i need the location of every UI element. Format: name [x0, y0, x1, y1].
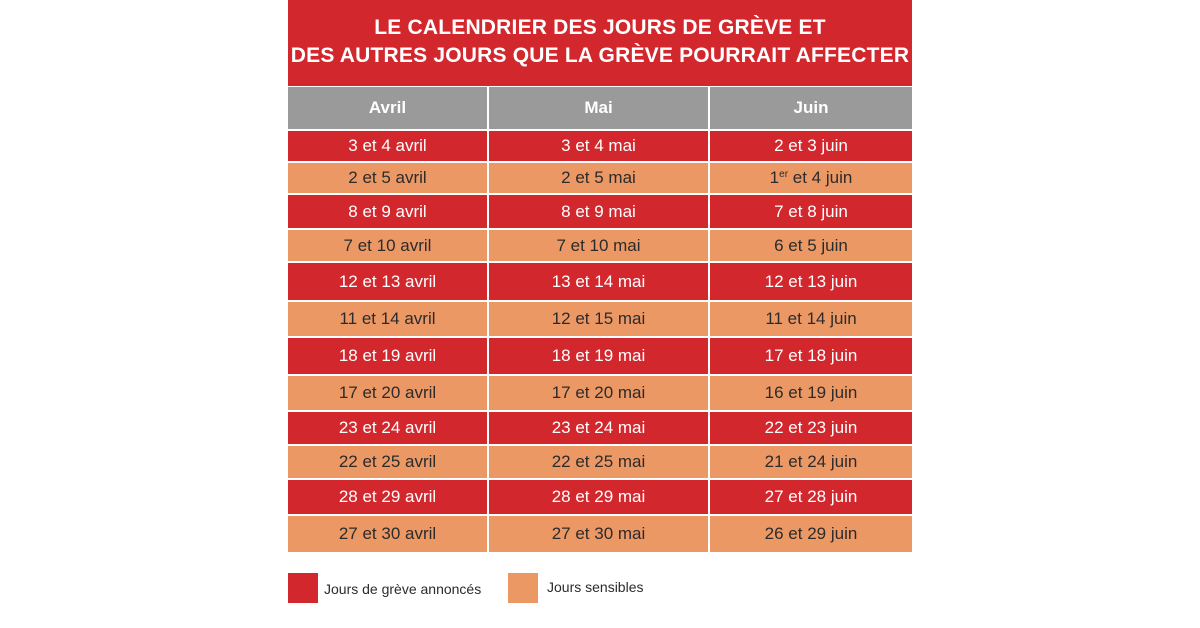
- table-row: [288, 411, 912, 445]
- table-cell: 2 et 5 avril: [288, 162, 488, 194]
- header-avril: Avril: [288, 87, 488, 130]
- table-cell: 26 et 29 juin: [709, 515, 912, 553]
- legend-swatch-sensible: [508, 573, 538, 603]
- table-row: [288, 301, 912, 337]
- table-cell: 22 et 25 avril: [288, 445, 488, 479]
- table-cell: 28 et 29 avril: [288, 479, 488, 515]
- table-cell: 7 et 10 mai: [488, 229, 709, 262]
- table-cell: 27 et 28 juin: [709, 479, 912, 515]
- table-cell: 23 et 24 mai: [488, 411, 709, 445]
- title-line-1: LE CALENDRIER DES JOURS DE GRÈVE ET: [374, 16, 826, 39]
- table-cell: 27 et 30 avril: [288, 515, 488, 553]
- table-cell: 22 et 25 mai: [488, 445, 709, 479]
- header-mai: Mai: [488, 87, 709, 130]
- table-cell: 17 et 20 avril: [288, 375, 488, 411]
- table-cell: 2 et 5 mai: [488, 162, 709, 194]
- table-cell: 1er et 4 juin: [709, 162, 912, 194]
- table-cell: 28 et 29 mai: [488, 479, 709, 515]
- table-cell: 11 et 14 avril: [288, 301, 488, 337]
- title-line-2: DES AUTRES JOURS QUE LA GRÈVE POURRAIT AFFECTER: [290, 44, 910, 67]
- table-cell: 22 et 23 juin: [709, 411, 912, 445]
- legend-swatch-greve: [288, 573, 318, 603]
- table-cell: 23 et 24 avril: [288, 411, 488, 445]
- legend-label-sensible: Jours sensibles: [547, 579, 644, 595]
- table-row: [288, 194, 912, 229]
- table-row: [288, 515, 912, 553]
- legend-label-greve: Jours de grève annoncés: [324, 581, 482, 597]
- table-cell: 21 et 24 juin: [709, 445, 912, 479]
- calendar-title: [288, 0, 912, 86]
- table-cell: 12 et 15 mai: [488, 301, 709, 337]
- table-cell: 3 et 4 mai: [488, 130, 709, 162]
- table-row: [288, 337, 912, 375]
- table-cell: 3 et 4 avril: [288, 130, 488, 162]
- table-cell: 17 et 18 juin: [709, 337, 912, 375]
- table-cell: 18 et 19 mai: [488, 337, 709, 375]
- table-cell: 7 et 8 juin: [709, 194, 912, 229]
- table-cell: 13 et 14 mai: [488, 262, 709, 301]
- legend: [288, 573, 912, 605]
- table-row: [288, 162, 912, 194]
- table-row: [288, 445, 912, 479]
- table-cell: 17 et 20 mai: [488, 375, 709, 411]
- table-cell: 6 et 5 juin: [709, 229, 912, 262]
- calendar-table: [288, 87, 912, 554]
- table-cell: 11 et 14 juin: [709, 301, 912, 337]
- table-cell: 16 et 19 juin: [709, 375, 912, 411]
- table-cell: 18 et 19 avril: [288, 337, 488, 375]
- table-row: [288, 479, 912, 515]
- table-cell: 7 et 10 avril: [288, 229, 488, 262]
- table-cell: 8 et 9 mai: [488, 194, 709, 229]
- table-row: [288, 229, 912, 262]
- table-row: [288, 262, 912, 301]
- table-row: [288, 130, 912, 162]
- table-cell: 12 et 13 juin: [709, 262, 912, 301]
- table-row: [288, 375, 912, 411]
- header-row: [288, 87, 912, 130]
- header-juin: Juin: [709, 87, 912, 130]
- strike-calendar: [288, 0, 912, 554]
- table-cell: 2 et 3 juin: [709, 130, 912, 162]
- table-cell: 27 et 30 mai: [488, 515, 709, 553]
- table-cell: 12 et 13 avril: [288, 262, 488, 301]
- table-cell: 8 et 9 avril: [288, 194, 488, 229]
